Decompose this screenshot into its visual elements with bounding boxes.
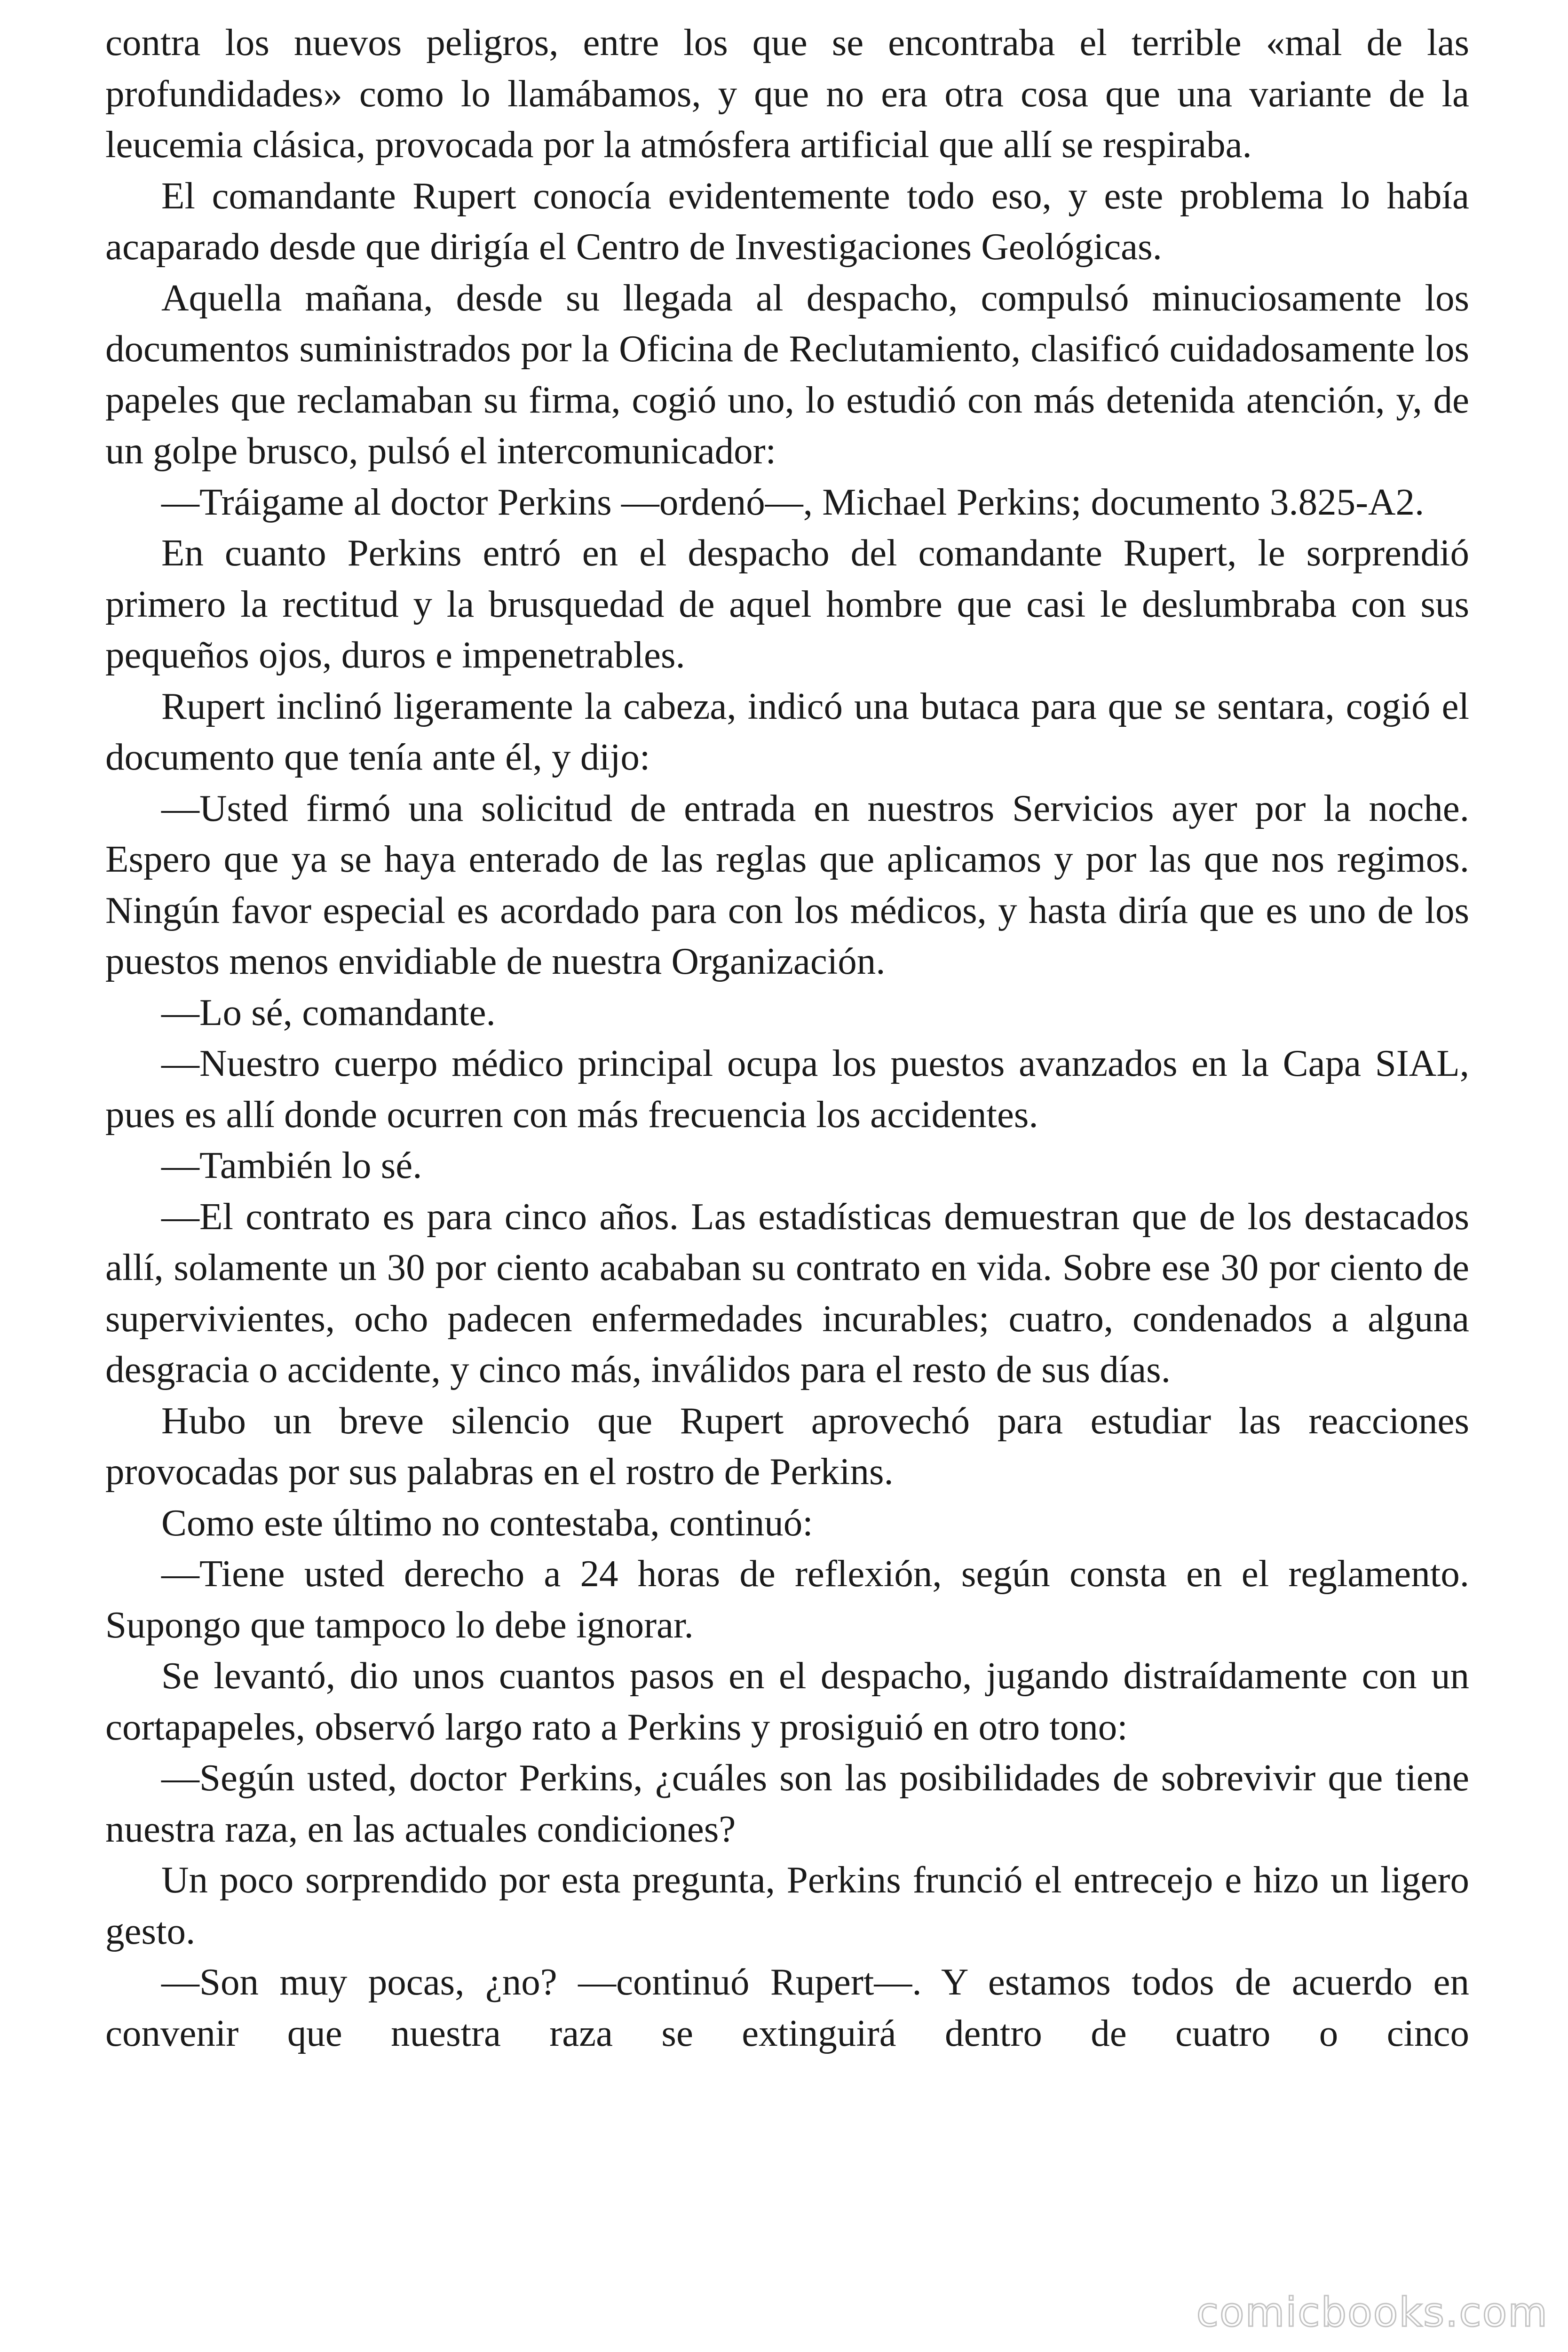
paragraph: En cuanto Perkins entró en el despacho del comandante Rupert, le sorprendió primero la rectitud y la brusquedad de aquel hombre que casi le deslumbraba con sus pequeños ojos, duros e impenetrables. <box>105 532 1469 676</box>
paragraph: Hubo un breve silencio que Rupert aprovechó para estudiar las reacciones provocadas por sus palabras en el rostro de Perkins. <box>105 1399 1469 1493</box>
watermark-logo: comicbooks.com <box>1196 2289 1548 2336</box>
book-page-body <box>105 17 1469 2058</box>
dialogue-paragraph: —Usted firmó una solicitud de entrada en nuestros Servicios ayer por la noche. Espero que ya se haya enterado de las reglas que aplicamos y por las que nos regimos. Ningún favor especial es acordado para con los médicos, y hasta diría que es uno de los puestos menos envidiable de nuestra Organización. <box>105 787 1469 982</box>
dialogue-paragraph: —Tiene usted derecho a 24 horas de reflexión, según consta en el reglamento. Supongo que tampoco lo debe ignorar. <box>105 1552 1469 1646</box>
dialogue-paragraph: —El contrato es para cinco años. Las estadísticas demuestran que de los destacados allí, solamente un 30 por ciento acababan su contrato en vida. Sobre ese 30 por ciento de supervivientes, ocho padecen enfermedades incurables; cuatro, condenados a alguna desgracia o accidente, y cinco más, inválidos para el resto de sus días. <box>105 1195 1469 1391</box>
dialogue-paragraph: —Tráigame al doctor Perkins —ordenó—, Michael Perkins; documento 3.825-A2. <box>161 480 1425 523</box>
dialogue-paragraph: —Lo sé, comandante. <box>161 991 496 1033</box>
dialogue-paragraph: —Según usted, doctor Perkins, ¿cuáles son las posibilidades de sobrevivir que tiene nuestra raza, en las actuales condiciones? <box>105 1756 1469 1850</box>
paragraph: Aquella mañana, desde su llegada al despacho, compulsó minuciosamente los documentos suministrados por la Oficina de Reclutamiento, clasificó cuidadosamente los papeles que reclamaban su firma, cogió uno, lo estudió con más detenida atención, y, de un golpe brusco, pulsó el intercomunicador: <box>105 276 1469 472</box>
paragraph: Como este último no contestaba, continuó: <box>161 1501 813 1544</box>
paragraph-continuation: contra los nuevos peligros, entre los que se encontraba el terrible «mal de las profundidades» como lo llamábamos, y que no era otra cosa que una variante de la leucemia clásica, provocada por la atmósfera artificial que allí se respiraba. <box>105 21 1469 166</box>
paragraph: El comandante Rupert conocía evidentemente todo eso, y este problema lo había acaparado desde que dirigía el Centro de Investigaciones Geológicas. <box>105 174 1469 268</box>
paragraph: Rupert inclinó ligeramente la cabeza, indicó una butaca para que se sentara, cogió el documento que tenía ante él, y dijo: <box>105 684 1469 778</box>
dialogue-paragraph: —También lo sé. <box>161 1144 422 1186</box>
dialogue-paragraph-continues: —Son muy pocas, ¿no? —continuó Rupert—. Y estamos todos de acuerdo en convenir que nuestra raza se extinguirá dentro de cuatro o cinco <box>105 1961 1469 2054</box>
paragraph: Se levantó, dio unos cuantos pasos en el despacho, jugando distraídamente con un cortapapeles, observó largo rato a Perkins y prosiguió en otro tono: <box>105 1654 1469 1748</box>
dialogue-paragraph: —Nuestro cuerpo médico principal ocupa los puestos avanzados en la Capa SIAL, pues es allí donde ocurren con más frecuencia los accidentes. <box>105 1042 1469 1136</box>
paragraph: Un poco sorprendido por esta pregunta, Perkins frunció el entrecejo e hizo un ligero gesto. <box>105 1859 1469 1952</box>
